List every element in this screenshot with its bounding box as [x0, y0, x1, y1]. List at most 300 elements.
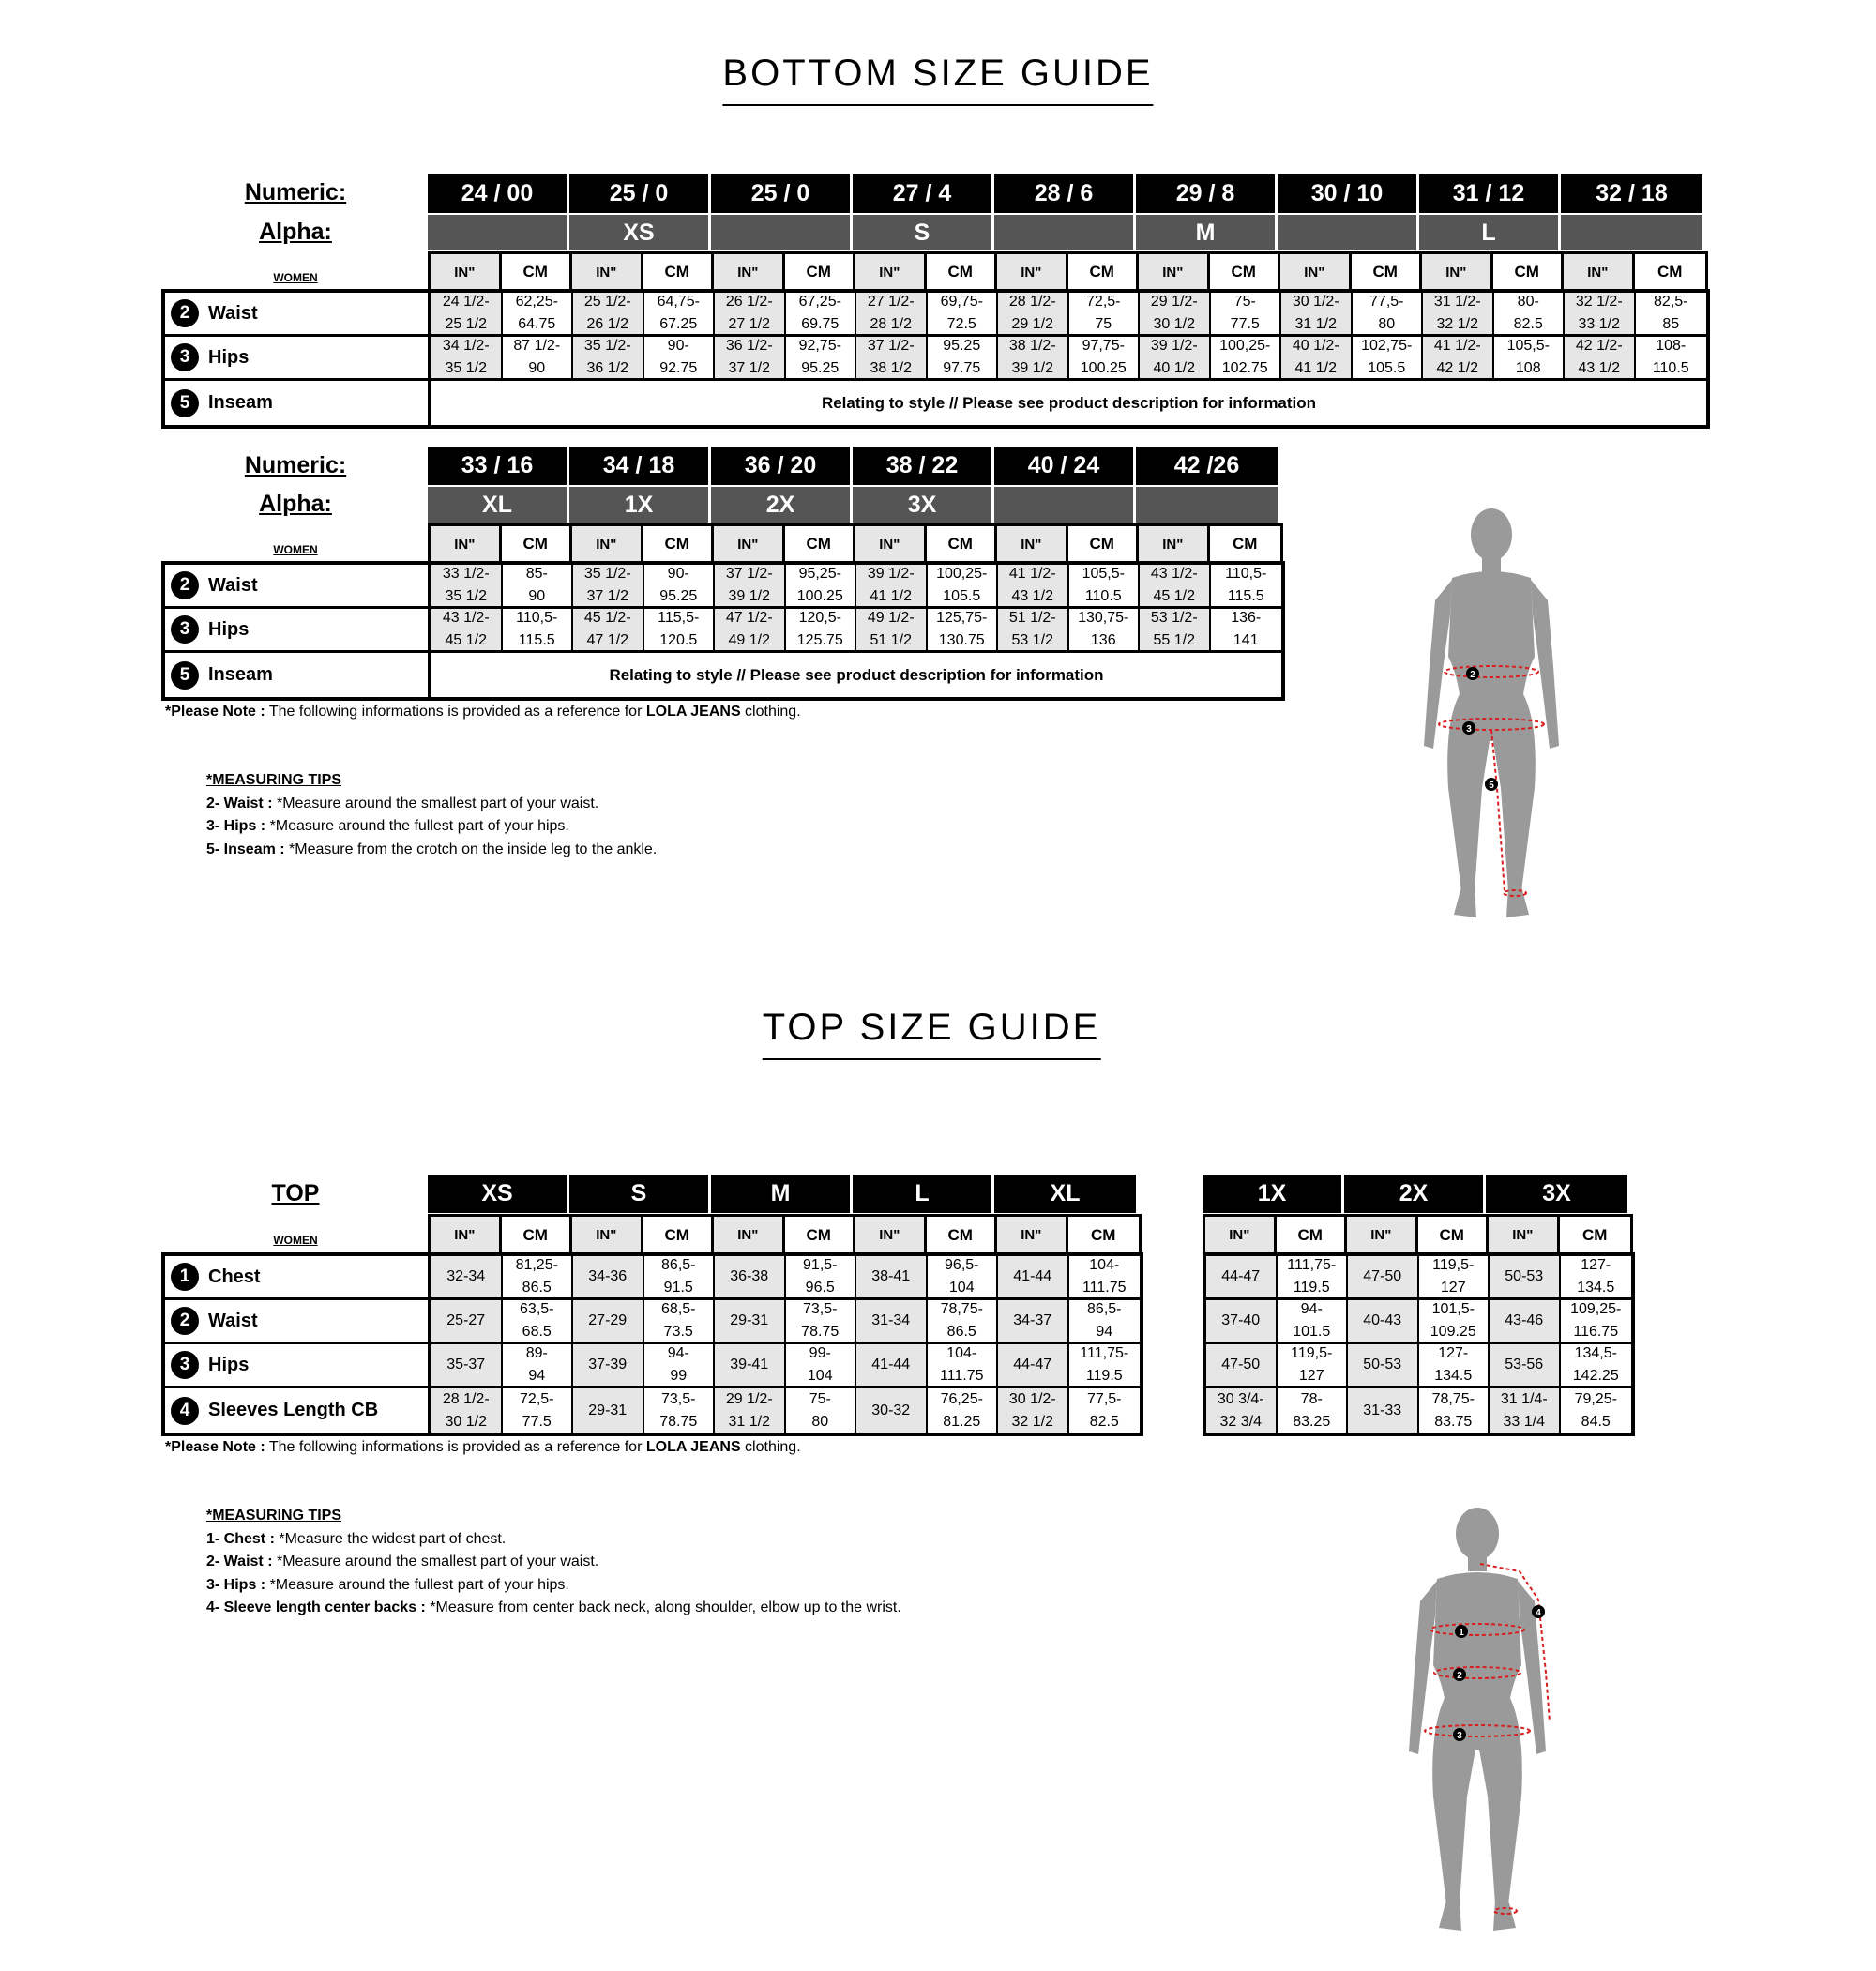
alpha-size-cell	[711, 215, 853, 250]
value-cm-cell: 127- 134.5	[1419, 1344, 1490, 1386]
value-cm-cell: 72,5- 77.5	[503, 1388, 574, 1433]
unit-cm-cell: CM	[643, 1217, 715, 1253]
unit-inch-cell: IN"	[714, 1217, 785, 1253]
unit-inch-cell: IN"	[572, 1217, 643, 1253]
row-label	[165, 381, 431, 425]
top-size-cell: L	[853, 1175, 994, 1213]
measure-name: Waist	[208, 1310, 258, 1331]
value-inch-cell: 47 1/2- 49 1/2	[715, 609, 786, 650]
measuring-tip: 3- Hips : *Measure around the fullest part of your hips.	[206, 818, 569, 834]
table-row	[1206, 1388, 1631, 1433]
top-extended-size-header-row	[1203, 1175, 1627, 1213]
unit-inch-cell: IN"	[997, 254, 1068, 290]
measure-name: Waist	[208, 574, 258, 596]
alpha-size-cell	[994, 487, 1136, 523]
value-cm-cell: 125,75- 130.75	[928, 609, 999, 650]
value-cm-cell: 86,5- 91.5	[644, 1256, 716, 1297]
table-row	[165, 565, 1281, 609]
value-inch-cell: 49 1/2- 51 1/2	[856, 609, 928, 650]
unit-inch-cell: IN"	[431, 254, 502, 290]
value-inch-cell: 41 1/2- 42 1/2	[1423, 337, 1494, 378]
measuring-tips-heading: *MEASURING TIPS	[206, 772, 342, 788]
value-inch-cell: 47-50	[1206, 1344, 1278, 1386]
unit-header-row	[1203, 1214, 1633, 1253]
unit-cm-cell: CM	[1068, 254, 1140, 290]
numeric-size-cell: 33 / 16	[428, 447, 569, 485]
measure-number-badge: 2	[171, 571, 199, 599]
alpha-header-row	[428, 487, 1278, 523]
value-inch-cell: 50-53	[1348, 1344, 1419, 1386]
value-cm-cell: 90- 95.25	[644, 565, 716, 606]
unit-cm-cell: CM	[643, 254, 715, 290]
value-cm-cell: 130,75- 136	[1069, 609, 1141, 650]
value-cm-cell: 105,5- 110.5	[1069, 565, 1141, 606]
measuring-tips-heading: *MEASURING TIPS	[206, 1508, 342, 1524]
value-inch-cell: 25 1/2- 26 1/2	[573, 293, 644, 334]
value-cm-cell: 72,5- 75	[1069, 293, 1141, 334]
alpha-size-cell: 1X	[569, 487, 711, 523]
value-inch-cell: 30-32	[856, 1388, 928, 1433]
alpha-size-cell: L	[1419, 215, 1561, 250]
women-label: WOMEN	[273, 543, 318, 556]
top-note: *Please Note : The following informations is provided as a reference for LOLA JEANS clothing.	[165, 1439, 801, 1455]
alpha-size-cell: M	[1136, 215, 1278, 250]
table-row	[1206, 1300, 1631, 1344]
top-body-figure	[1388, 1506, 1576, 1937]
numeric-size-cell: 24 / 00	[428, 174, 569, 213]
alpha-size-cell: 2X	[711, 487, 853, 523]
value-cm-cell: 76,25- 81.25	[928, 1388, 999, 1433]
unit-inch-cell: IN"	[431, 526, 502, 562]
row-label	[165, 565, 431, 606]
row-label	[165, 609, 431, 650]
unit-inch-cell: IN"	[572, 254, 643, 290]
value-cm-cell: 78,75- 86.5	[928, 1300, 999, 1342]
unit-inch-cell: IN"	[1139, 254, 1210, 290]
inseam-note: Relating to style // Please see product description for information	[431, 381, 1706, 425]
value-inch-cell: 41-44	[998, 1256, 1069, 1297]
value-cm-cell: 119,5- 127	[1419, 1256, 1490, 1297]
measure-name: Inseam	[208, 664, 273, 685]
measuring-tip: 2- Waist : *Measure around the smallest part of your waist.	[206, 1554, 599, 1569]
bottom-size-guide-title: BOTTOM SIZE GUIDE	[722, 53, 1153, 106]
row-label	[165, 653, 431, 697]
unit-cm-cell: CM	[502, 254, 573, 290]
value-cm-cell: 115,5- 120.5	[644, 609, 716, 650]
table-row	[165, 381, 1706, 425]
value-inch-cell: 30 3/4- 32 3/4	[1206, 1388, 1278, 1433]
measure-number-badge: 1	[171, 1263, 199, 1291]
value-cm-cell: 92,75- 95.25	[786, 337, 857, 378]
svg-text:1: 1	[1459, 1628, 1464, 1638]
value-cm-cell: 134,5- 142.25	[1561, 1344, 1632, 1386]
measuring-tip: 2- Waist : *Measure around the smallest part of your waist.	[206, 795, 599, 811]
value-inch-cell: 31 1/2- 32 1/2	[1423, 293, 1494, 334]
top-size-cell: 1X	[1203, 1175, 1344, 1213]
value-inch-cell: 29-31	[715, 1300, 786, 1342]
value-inch-cell: 24 1/2- 25 1/2	[431, 293, 503, 334]
table-row	[1206, 1344, 1631, 1388]
value-inch-cell: 31-34	[856, 1300, 928, 1342]
value-inch-cell: 43-46	[1490, 1300, 1561, 1342]
top-size-cell: XS	[428, 1175, 569, 1213]
unit-cm-cell: CM	[785, 526, 856, 562]
alpha-header-row	[428, 215, 1702, 250]
numeric-size-cell: 25 / 0	[711, 174, 853, 213]
measure-number-badge: 2	[171, 1307, 199, 1335]
numeric-size-cell: 42 /26	[1136, 447, 1278, 485]
value-cm-cell: 136- 141	[1211, 609, 1282, 650]
value-inch-cell: 37 1/2- 38 1/2	[856, 337, 928, 378]
unit-header-row	[428, 251, 1708, 290]
top-measuring-tips	[206, 1505, 901, 1620]
row-label	[165, 1344, 431, 1386]
value-inch-cell: 41-44	[856, 1344, 928, 1386]
numeric-label: Numeric:	[244, 452, 347, 478]
alpha-size-cell	[1278, 215, 1419, 250]
table-row	[165, 337, 1706, 381]
value-cm-cell: 111,75- 119.5	[1278, 1256, 1349, 1297]
alpha-size-cell: XS	[569, 215, 711, 250]
numeric-size-cell: 30 / 10	[1278, 174, 1419, 213]
value-inch-cell: 27-29	[573, 1300, 644, 1342]
value-inch-cell: 43 1/2- 45 1/2	[431, 609, 503, 650]
unit-inch-cell: IN"	[997, 526, 1068, 562]
numeric-size-cell: 28 / 6	[994, 174, 1136, 213]
value-cm-cell: 105,5- 108	[1494, 337, 1566, 378]
value-cm-cell: 87 1/2- 90	[503, 337, 574, 378]
unit-inch-cell: IN"	[1489, 1217, 1560, 1253]
svg-text:5: 5	[1489, 781, 1494, 791]
value-cm-cell: 75- 77.5	[1211, 293, 1282, 334]
unit-cm-cell: CM	[1277, 1217, 1348, 1253]
measure-number-badge: 2	[171, 299, 199, 327]
alpha-size-cell: XL	[428, 487, 569, 523]
value-cm-cell: 104- 111.75	[928, 1344, 999, 1386]
top-size-cell: 2X	[1344, 1175, 1486, 1213]
value-cm-cell: 109,25- 116.75	[1561, 1300, 1632, 1342]
value-inch-cell: 26 1/2- 27 1/2	[715, 293, 786, 334]
value-cm-cell: 119,5- 127	[1278, 1344, 1349, 1386]
value-cm-cell: 96,5- 104	[928, 1256, 999, 1297]
value-inch-cell: 39-41	[715, 1344, 786, 1386]
unit-cm-cell: CM	[927, 526, 998, 562]
value-inch-cell: 32-34	[431, 1256, 503, 1297]
value-cm-cell: 110,5- 115.5	[503, 609, 574, 650]
value-cm-cell: 78,75- 83.75	[1419, 1388, 1490, 1433]
value-inch-cell: 32 1/2- 33 1/2	[1565, 293, 1636, 334]
unit-cm-cell: CM	[1493, 254, 1565, 290]
value-cm-cell: 73,5- 78.75	[786, 1300, 857, 1342]
value-cm-cell: 108- 110.5	[1636, 337, 1707, 378]
unit-header-row	[428, 1214, 1142, 1253]
measure-name: Hips	[208, 346, 250, 368]
numeric-header-row	[428, 447, 1278, 485]
measuring-tip: 3- Hips : *Measure around the fullest part of your hips.	[206, 1576, 569, 1593]
unit-inch-cell: IN"	[1139, 526, 1210, 562]
svg-text:4: 4	[1536, 1608, 1541, 1618]
value-cm-cell: 73,5- 78.75	[644, 1388, 716, 1433]
unit-cm-cell: CM	[927, 254, 998, 290]
top-size-header-row	[428, 1175, 1136, 1213]
value-inch-cell: 41 1/2- 43 1/2	[998, 565, 1069, 606]
value-inch-cell: 31 1/4- 33 1/4	[1490, 1388, 1561, 1433]
value-cm-cell: 82,5- 85	[1636, 293, 1707, 334]
value-inch-cell: 40-43	[1348, 1300, 1419, 1342]
value-inch-cell: 29 1/2- 31 1/2	[715, 1388, 786, 1433]
value-inch-cell: 28 1/2- 30 1/2	[431, 1388, 503, 1433]
value-cm-cell: 95,25- 100.25	[786, 565, 857, 606]
value-cm-cell: 94- 99	[644, 1344, 716, 1386]
svg-text:2: 2	[1470, 670, 1475, 680]
value-cm-cell: 68,5- 73.5	[644, 1300, 716, 1342]
value-inch-cell: 30 1/2- 31 1/2	[1281, 293, 1353, 334]
measure-number-badge: 3	[171, 615, 199, 644]
unit-cm-cell: CM	[643, 526, 715, 562]
value-cm-cell: 62,25- 64.75	[503, 293, 574, 334]
value-cm-cell: 64,75- 67.25	[644, 293, 716, 334]
value-inch-cell: 27 1/2- 28 1/2	[856, 293, 928, 334]
unit-cm-cell: CM	[1560, 1217, 1631, 1253]
alpha-size-cell	[994, 215, 1136, 250]
value-cm-cell: 120,5- 125.75	[786, 609, 857, 650]
value-cm-cell: 111,75- 119.5	[1069, 1344, 1141, 1386]
measure-name: Inseam	[208, 392, 273, 413]
measure-name: Hips	[208, 1354, 250, 1375]
measure-number-badge: 4	[171, 1397, 199, 1425]
unit-inch-cell: IN"	[855, 1217, 927, 1253]
value-inch-cell: 38-41	[856, 1256, 928, 1297]
numeric-size-cell: 38 / 22	[853, 447, 994, 485]
alpha-size-cell	[1561, 215, 1702, 250]
row-label	[165, 1300, 431, 1342]
measure-name: Waist	[208, 302, 258, 324]
value-inch-cell: 35 1/2- 36 1/2	[573, 337, 644, 378]
value-inch-cell: 40 1/2- 41 1/2	[1281, 337, 1353, 378]
value-cm-cell: 69,75- 72.5	[928, 293, 999, 334]
value-cm-cell: 77,5- 82.5	[1069, 1388, 1141, 1433]
value-inch-cell: 44-47	[1206, 1256, 1278, 1297]
value-cm-cell: 89- 94	[503, 1344, 574, 1386]
bottom-note: *Please Note : The following informations is provided as a reference for LOLA JEANS clothing.	[165, 704, 801, 720]
top-size-cell: S	[569, 1175, 711, 1213]
row-label	[165, 1388, 431, 1433]
value-cm-cell: 97,75- 100.25	[1069, 337, 1141, 378]
unit-cm-cell: CM	[785, 254, 856, 290]
measure-name: Hips	[208, 618, 250, 640]
row-label	[165, 1256, 431, 1297]
measuring-tip: 1- Chest : *Measure the widest part of chest.	[206, 1530, 507, 1547]
bottom-body-figure	[1407, 507, 1576, 929]
unit-inch-cell: IN"	[1347, 1217, 1418, 1253]
table-row	[165, 609, 1281, 653]
value-cm-cell: 94- 101.5	[1278, 1300, 1349, 1342]
value-cm-cell: 110,5- 115.5	[1211, 565, 1282, 606]
unit-header-row	[428, 523, 1283, 562]
value-inch-cell: 34 1/2- 35 1/2	[431, 337, 503, 378]
value-inch-cell: 42 1/2- 43 1/2	[1565, 337, 1636, 378]
unit-cm-cell: CM	[502, 1217, 573, 1253]
value-inch-cell: 43 1/2- 45 1/2	[1140, 565, 1211, 606]
value-inch-cell: 35 1/2- 37 1/2	[573, 565, 644, 606]
measuring-tip: 5- Inseam : *Measure from the crotch on the inside leg to the ankle.	[206, 841, 658, 857]
value-inch-cell: 50-53	[1490, 1256, 1561, 1297]
unit-inch-cell: IN"	[572, 526, 643, 562]
measure-name: Sleeves Length CB	[208, 1400, 379, 1420]
top-size-cell: M	[711, 1175, 853, 1213]
value-cm-cell: 86,5- 94	[1069, 1300, 1141, 1342]
unit-cm-cell: CM	[785, 1217, 856, 1253]
svg-text:3: 3	[1466, 724, 1472, 735]
table-row	[165, 293, 1706, 337]
alpha-size-cell: 3X	[853, 487, 994, 523]
numeric-size-cell: 34 / 18	[569, 447, 711, 485]
unit-inch-cell: IN"	[431, 1217, 502, 1253]
unit-cm-cell: CM	[1068, 526, 1140, 562]
table-row	[165, 1300, 1140, 1344]
value-inch-cell: 45 1/2- 47 1/2	[573, 609, 644, 650]
numeric-size-cell: 31 / 12	[1419, 174, 1561, 213]
table-row	[1206, 1256, 1631, 1300]
numeric-size-cell: 27 / 4	[853, 174, 994, 213]
bottom-measuring-tips	[206, 769, 657, 861]
measure-number-badge: 3	[171, 343, 199, 371]
measuring-tip: 4- Sleeve length center backs : *Measure from center back neck, along shoulder, elbow up to the wrist.	[206, 1600, 901, 1615]
value-cm-cell: 102,75- 105.5	[1353, 337, 1424, 378]
value-cm-cell: 95.25 97.75	[928, 337, 999, 378]
value-inch-cell: 36-38	[715, 1256, 786, 1297]
value-inch-cell: 37-40	[1206, 1300, 1278, 1342]
unit-cm-cell: CM	[1635, 254, 1706, 290]
unit-inch-cell: IN"	[1564, 254, 1635, 290]
unit-cm-cell: CM	[927, 1217, 998, 1253]
top-size-cell: 3X	[1486, 1175, 1627, 1213]
top-label: TOP	[271, 1180, 320, 1206]
row-label	[165, 293, 431, 334]
value-cm-cell: 104- 111.75	[1069, 1256, 1141, 1297]
value-inch-cell: 33 1/2- 35 1/2	[431, 565, 503, 606]
value-cm-cell: 100,25- 105.5	[928, 565, 999, 606]
table-row	[165, 653, 1281, 697]
measure-number-badge: 5	[171, 389, 199, 417]
value-cm-cell: 91,5- 96.5	[786, 1256, 857, 1297]
value-inch-cell: 47-50	[1348, 1256, 1419, 1297]
numeric-size-cell: 29 / 8	[1136, 174, 1278, 213]
value-inch-cell: 34-37	[998, 1300, 1069, 1342]
value-inch-cell: 31-33	[1348, 1388, 1419, 1433]
value-inch-cell: 51 1/2- 53 1/2	[998, 609, 1069, 650]
table-row	[165, 1388, 1140, 1433]
table-row	[165, 1256, 1140, 1300]
value-inch-cell: 44-47	[998, 1344, 1069, 1386]
value-inch-cell: 25-27	[431, 1300, 503, 1342]
top-size-guide-title: TOP SIZE GUIDE	[763, 1007, 1101, 1060]
value-cm-cell: 63,5- 68.5	[503, 1300, 574, 1342]
numeric-size-cell: 36 / 20	[711, 447, 853, 485]
value-cm-cell: 75- 80	[786, 1388, 857, 1433]
value-cm-cell: 99- 104	[786, 1344, 857, 1386]
alpha-label: Alpha:	[259, 491, 332, 517]
value-cm-cell: 77,5- 80	[1353, 293, 1424, 334]
women-label: WOMEN	[273, 1234, 318, 1247]
table-row	[165, 1344, 1140, 1388]
bottom-size-table-2	[161, 561, 1285, 701]
value-cm-cell: 90- 92.75	[644, 337, 716, 378]
top-size-table-1	[161, 1252, 1143, 1436]
numeric-label: Numeric:	[244, 179, 347, 205]
row-label	[165, 337, 431, 378]
value-cm-cell: 100,25- 102.75	[1211, 337, 1282, 378]
measure-name: Chest	[208, 1266, 261, 1287]
value-inch-cell: 53 1/2- 55 1/2	[1140, 609, 1211, 650]
unit-cm-cell: CM	[1210, 254, 1281, 290]
value-cm-cell: 79,25- 84.5	[1561, 1388, 1632, 1433]
top-size-table-2	[1203, 1252, 1635, 1436]
value-inch-cell: 28 1/2- 29 1/2	[998, 293, 1069, 334]
value-inch-cell: 36 1/2- 37 1/2	[715, 337, 786, 378]
numeric-size-cell: 32 / 18	[1561, 174, 1702, 213]
value-inch-cell: 53-56	[1490, 1344, 1561, 1386]
measure-number-badge: 3	[171, 1351, 199, 1379]
value-inch-cell: 35-37	[431, 1344, 503, 1386]
value-inch-cell: 37 1/2- 39 1/2	[715, 565, 786, 606]
top-size-cell: XL	[994, 1175, 1136, 1213]
value-cm-cell: 127- 134.5	[1561, 1256, 1632, 1297]
svg-text:2: 2	[1457, 1671, 1462, 1681]
numeric-size-cell: 40 / 24	[994, 447, 1136, 485]
unit-inch-cell: IN"	[1205, 1217, 1277, 1253]
unit-inch-cell: IN"	[714, 526, 785, 562]
value-inch-cell: 30 1/2- 32 1/2	[998, 1388, 1069, 1433]
alpha-label: Alpha:	[259, 219, 332, 245]
unit-inch-cell: IN"	[997, 1217, 1068, 1253]
unit-cm-cell: CM	[1352, 254, 1423, 290]
alpha-size-cell: S	[853, 215, 994, 250]
value-cm-cell: 101,5- 109.25	[1419, 1300, 1490, 1342]
value-inch-cell: 29 1/2- 30 1/2	[1140, 293, 1211, 334]
value-inch-cell: 39 1/2- 41 1/2	[856, 565, 928, 606]
value-cm-cell: 78- 83.25	[1278, 1388, 1349, 1433]
value-cm-cell: 67,25- 69.75	[786, 293, 857, 334]
value-cm-cell: 81,25- 86.5	[503, 1256, 574, 1297]
women-label: WOMEN	[273, 271, 318, 284]
value-inch-cell: 39 1/2- 40 1/2	[1140, 337, 1211, 378]
unit-inch-cell: IN"	[1280, 254, 1352, 290]
unit-cm-cell: CM	[1418, 1217, 1490, 1253]
unit-inch-cell: IN"	[714, 254, 785, 290]
value-cm-cell: 85- 90	[503, 565, 574, 606]
measure-number-badge: 5	[171, 661, 199, 690]
value-inch-cell: 38 1/2- 39 1/2	[998, 337, 1069, 378]
numeric-size-cell: 25 / 0	[569, 174, 711, 213]
value-inch-cell: 29-31	[573, 1388, 644, 1433]
unit-cm-cell: CM	[1068, 1217, 1140, 1253]
numeric-header-row	[428, 174, 1702, 213]
value-inch-cell: 34-36	[573, 1256, 644, 1297]
alpha-size-cell	[1136, 487, 1278, 523]
svg-text:3: 3	[1457, 1731, 1462, 1741]
unit-inch-cell: IN"	[855, 526, 927, 562]
unit-cm-cell: CM	[1210, 526, 1281, 562]
value-inch-cell: 37-39	[573, 1344, 644, 1386]
inseam-note: Relating to style // Please see product description for information	[431, 653, 1281, 697]
alpha-size-cell	[428, 215, 569, 250]
unit-cm-cell: CM	[502, 526, 573, 562]
unit-inch-cell: IN"	[855, 254, 927, 290]
unit-inch-cell: IN"	[1422, 254, 1493, 290]
value-cm-cell: 80- 82.5	[1494, 293, 1566, 334]
bottom-size-table-1	[161, 289, 1710, 429]
